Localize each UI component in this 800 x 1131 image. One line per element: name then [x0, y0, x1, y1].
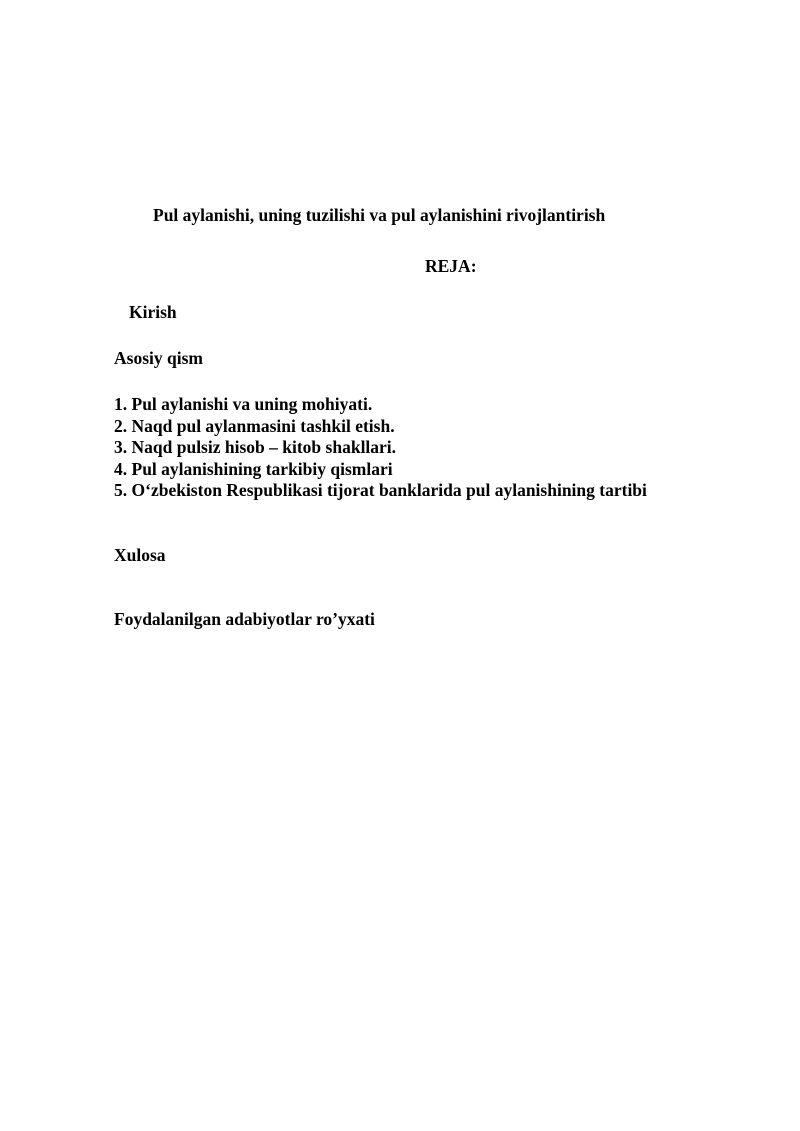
plan-heading: REJA:	[425, 256, 477, 276]
plan-item: 5. O‘zbekiston Respublikasi tijorat banklarida pul aylanishining tartibi	[114, 480, 647, 500]
section-intro: Kirish	[129, 302, 177, 322]
document-title: Pul aylanishi, uning tuzilishi va pul aylanishini rivojlantirish	[153, 205, 606, 225]
section-main-part: Asosiy qism	[114, 348, 203, 368]
plan-list	[114, 394, 647, 502]
plan-item: 1. Pul aylanishi va uning mohiyati.	[114, 394, 373, 414]
plan-item: 4. Pul aylanishining tarkibiy qismlari	[114, 458, 393, 479]
section-conclusion: Xulosa	[114, 545, 166, 565]
plan-item: 3. Naqd pulsiz hisob – kitob shakllari.	[114, 437, 397, 457]
section-references: Foydalanilgan adabiyotlar ro’yxati	[114, 609, 375, 629]
plan-item: 2. Naqd pul aylanmasini tashkil etish.	[114, 415, 395, 436]
